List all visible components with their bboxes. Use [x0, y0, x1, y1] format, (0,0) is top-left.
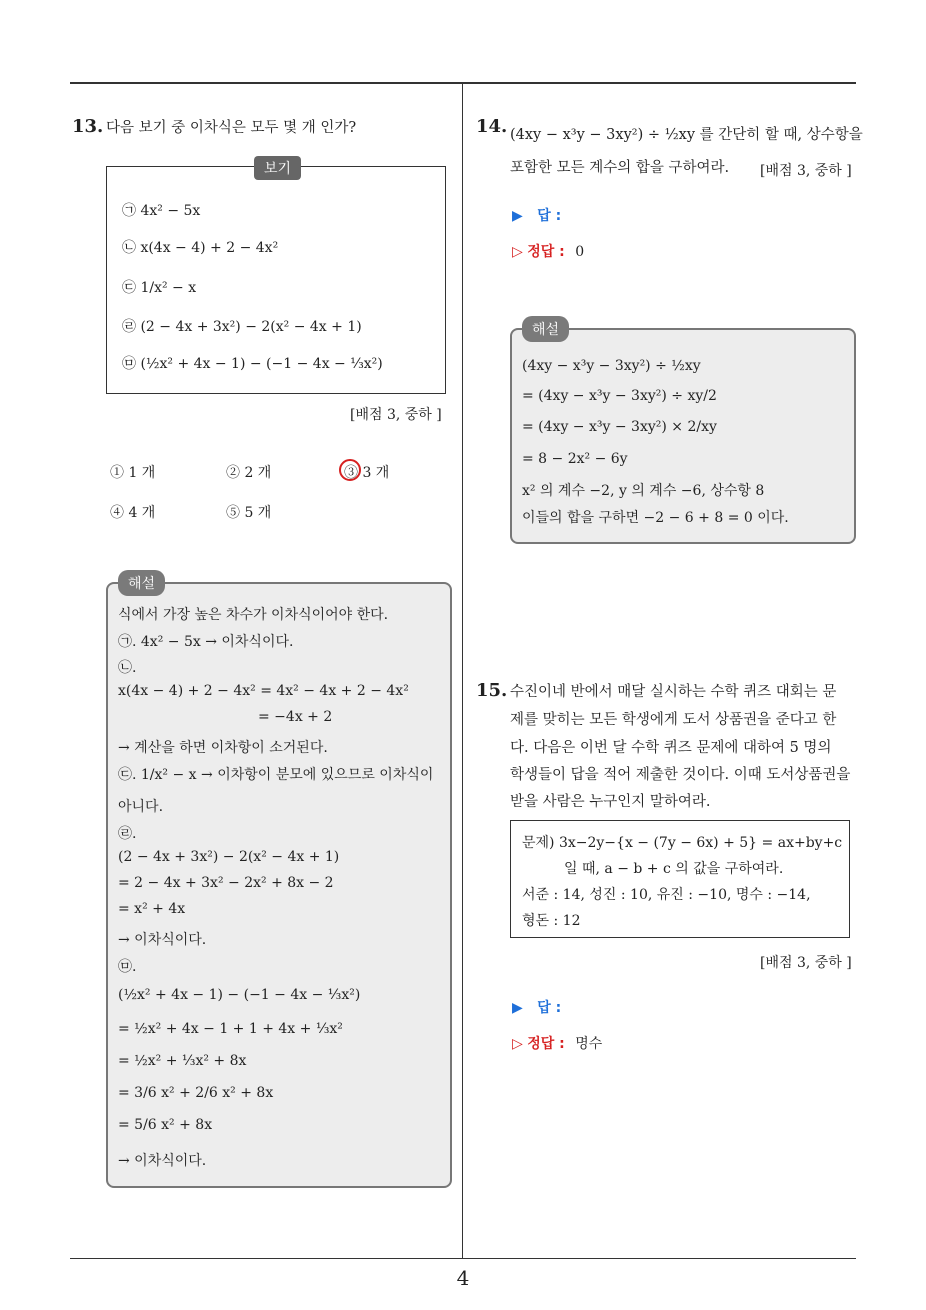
page-number: 4	[456, 1266, 470, 1290]
q13-choice-2[interactable]: ② 2 개	[226, 465, 272, 481]
q13-exp-line: ㉤.	[118, 959, 137, 975]
q14-correct-value: 0	[575, 244, 585, 260]
q15-score: [배점 3, 중하 ]	[760, 955, 852, 971]
play-arrow-icon: ▶	[512, 1000, 523, 1016]
q13-exp-line: x(4x − 4) + 2 − 4x² = 4x² − 4x + 2 − 4x²	[118, 683, 409, 699]
q13-choice-1[interactable]: ① 1 개	[110, 465, 156, 481]
q13-exp-line: → 이차식이다.	[118, 932, 207, 948]
q13-exp-line: → 계산을 하면 이차항이 소거된다.	[118, 740, 328, 756]
q13-choice-5[interactable]: ⑤ 5 개	[226, 505, 272, 521]
q13-exp-line: = x² + 4x	[118, 901, 186, 917]
q13-exp-line: → 이차식이다.	[118, 1153, 207, 1169]
q14-question-line2: 포함한 모든 계수의 합을 구하여라.	[510, 160, 730, 176]
q13-explanation-label: 해설	[118, 570, 165, 596]
outline-arrow-icon: ▷	[512, 244, 523, 260]
q14-score: [배점 3, 중하 ]	[760, 163, 852, 179]
q15-line: 받을 사람은 누구인지 말하여라.	[510, 794, 711, 810]
q14-exp-line: = (4xy − x³y − 3xy²) × 2/xy	[522, 419, 717, 435]
q13-exp-line: = −4x + 2	[258, 709, 333, 725]
q15-answer-row	[512, 997, 561, 1017]
q15-answer-label: 답 :	[537, 1000, 562, 1016]
bottom-rule	[70, 1258, 856, 1259]
q15-correct-value: 명수	[575, 1036, 603, 1052]
column-separator	[462, 84, 463, 1258]
q14-question-line1: (4xy − x³y − 3xy²) ÷ ½xy 를 간단히 할 때, 상수항을	[510, 127, 863, 143]
q14-answer-row	[512, 205, 561, 225]
q13-exp-line: = 5/6 x² + 8x	[118, 1117, 213, 1133]
play-arrow-icon: ▶	[512, 208, 523, 224]
q13-exp-line: (2 − 4x + 3x²) − 2(x² − 4x + 1)	[118, 849, 340, 865]
q14-correct-row	[512, 241, 584, 261]
outline-arrow-icon: ▷	[512, 1036, 523, 1052]
q13-exp-line: ㉣.	[118, 826, 137, 842]
q15-box-line: 형돈 : 12	[522, 913, 581, 929]
q15-line: 수진이네 반에서 매달 실시하는 수학 퀴즈 대회는 문	[510, 684, 837, 700]
q14-correct-label: 정답 :	[527, 244, 565, 260]
q15-box-line: 서준 : 14, 성진 : 10, 유진 : −10, 명수 : −14,	[522, 887, 811, 903]
q15-number: 15.	[476, 680, 508, 701]
q13-exp-line: ㉢. 1/x² − x → 이차항이 분모에 있으므로 이차식이	[118, 767, 434, 783]
q13-exp-line: 식에서 가장 높은 차수가 이차식이어야 한다.	[118, 607, 389, 623]
q13-choice-4[interactable]: ④ 4 개	[110, 505, 156, 521]
q15-line: 다. 다음은 이번 달 수학 퀴즈 문제에 대하여 5 명의	[510, 740, 832, 756]
q13-item-4: ㉣ (2 − 4x + 3x²) − 2(x² − 4x + 1)	[122, 319, 362, 335]
q13-number: 13.	[72, 116, 104, 137]
q14-exp-line: (4xy − x³y − 3xy²) ÷ ½xy	[522, 358, 701, 374]
q13-item-3: ㉢ 1/x² − x	[122, 280, 197, 296]
q15-correct-row	[512, 1033, 602, 1053]
q13-exp-line: (½x² + 4x − 1) − (−1 − 4x − ⅓x²)	[118, 987, 361, 1003]
q14-number: 14.	[476, 116, 508, 137]
q13-exp-line: = ½x² + ⅓x² + 8x	[118, 1053, 247, 1069]
answer-mark-circle	[339, 459, 361, 481]
q13-choice-3[interactable]: ③ 3 개	[344, 465, 390, 481]
q13-exp-line: ㉠. 4x² − 5x → 이차식이다.	[118, 634, 294, 650]
q13-score: [배점 3, 중하 ]	[350, 407, 442, 423]
q13-exp-line: = ½x² + 4x − 1 + 1 + 4x + ⅓x²	[118, 1021, 343, 1037]
q15-line: 제를 맞히는 모든 학생에게 도서 상품권을 준다고 한	[510, 712, 837, 728]
q13-exp-line: 아니다.	[118, 799, 164, 815]
q13-question: 다음 보기 중 이차식은 모두 몇 개 인가?	[106, 120, 357, 136]
q15-box-line: 일 때, a − b + c 의 값을 구하여라.	[564, 861, 784, 877]
q14-exp-line: 이들의 합을 구하면 −2 − 6 + 8 = 0 이다.	[522, 510, 789, 526]
q13-exp-line: = 2 − 4x + 3x² − 2x² + 8x − 2	[118, 875, 334, 891]
q14-exp-line: = (4xy − x³y − 3xy²) ÷ xy/2	[522, 388, 717, 404]
q15-correct-label: 정답 :	[527, 1036, 565, 1052]
top-rule	[70, 82, 856, 84]
q15-line: 학생들이 답을 적어 제출한 것이다. 이때 도서상품권을	[510, 767, 851, 783]
q13-exp-line: = 3/6 x² + 2/6 x² + 8x	[118, 1085, 274, 1101]
q13-exp-line: ㉡.	[118, 660, 137, 676]
q13-bogi-label: 보기	[254, 156, 301, 180]
q14-answer-label: 답 :	[537, 208, 562, 224]
q13-item-5: ㉤ (½x² + 4x − 1) − (−1 − 4x − ⅓x²)	[122, 356, 383, 372]
q14-explanation-label: 해설	[522, 316, 569, 342]
q13-item-2: ㉡ x(4x − 4) + 2 − 4x²	[122, 240, 279, 256]
q14-exp-line: x² 의 계수 −2, y 의 계수 −6, 상수항 8	[522, 483, 765, 499]
q15-box-line: 문제) 3x−2y−{x − (7y − 6x) + 5} = ax+by+c	[522, 835, 843, 851]
q14-exp-line: = 8 − 2x² − 6y	[522, 451, 628, 467]
q13-item-1: ㉠ 4x² − 5x	[122, 203, 201, 219]
